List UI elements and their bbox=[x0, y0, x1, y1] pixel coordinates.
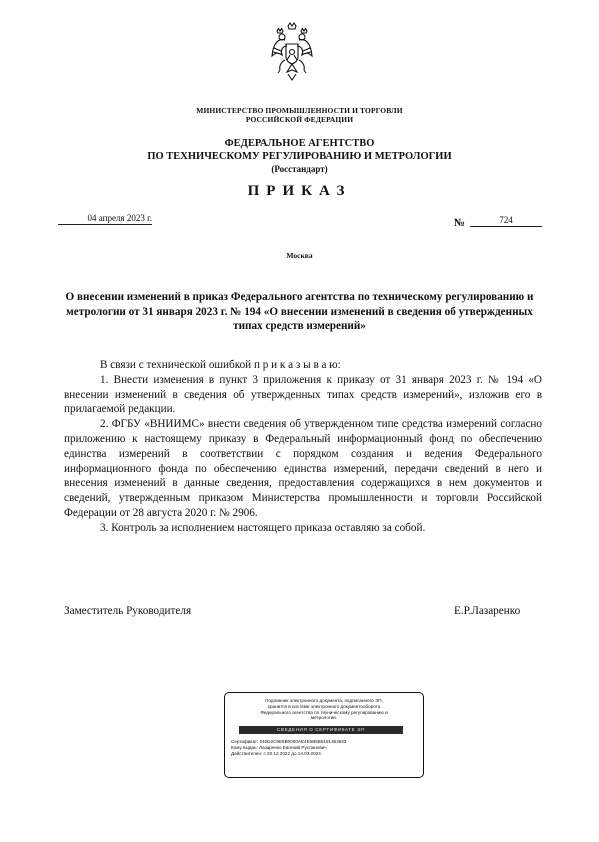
stamp-cert-value: 040D2C9E8B0000AE4E6B5B5181363833 bbox=[259, 739, 347, 744]
signatory-name: Е.Р.Лазаренко bbox=[454, 605, 521, 617]
ministry-name bbox=[0, 106, 599, 124]
agency-line-1: ФЕДЕРАЛЬНОЕ АГЕНТСТВО bbox=[224, 138, 375, 149]
stamp-valid-label: Действителен: bbox=[231, 750, 263, 756]
stamp-valid-row bbox=[231, 751, 417, 757]
order-date: 04 апреля 2023 г. bbox=[58, 213, 152, 225]
city-name: Москва bbox=[286, 251, 313, 260]
number-label: № bbox=[454, 217, 466, 229]
agency-name bbox=[0, 137, 599, 176]
stamp-certificate-bar: СВЕДЕНИЯ О СЕРТИФИКАТЕ ЭП bbox=[239, 726, 403, 734]
order-subject: О внесении изменений в приказ Федерального агентства по техническому регулированию и метрологии от 31 января 2023 г. № 194 «О внесении изменений в сведения об утвержденных типах средств измерений» bbox=[65, 291, 534, 332]
stamp-line-3: Федерального агентства по техническому регулированию и bbox=[260, 709, 388, 715]
agency-line-3: (Росстандарт) bbox=[271, 164, 328, 174]
stamp-owner-value: Лазаренко Евгений Русланович bbox=[259, 744, 327, 750]
stamp-header bbox=[235, 698, 413, 721]
stamp-line-1: Подлинник электронного документа, подписанного ЭП, bbox=[265, 698, 383, 703]
order-item-2: 2. ФГБУ «ВНИИМС» внести сведения об утвержденном типе средства измерений согласно приложению к настоящему приказу в Федеральный информационный фонд по обеспечению единства измерений в соответствии с порядком создания и ведения Федерального информационного фонда по обеспечению единства измерений, передачи сведений в него и внесения изменений в данные сведения, предоставления содержащихся в нем документов и сведений, утвержденным приказом Министерства промышленности и торговли Российской Федерации от 28 августа 2020 г. № 2906. bbox=[64, 418, 542, 519]
stamp-owner-label: Кому выдан: bbox=[231, 744, 258, 750]
order-item-1: 1. Внести изменения в пункт 3 приложения к приказу от 31 января 2023 г. № 194 «О внесении изменений в сведения об утвержденных типах средств измерений», изложив его в прилагаемой редакции. bbox=[64, 373, 542, 416]
order-body bbox=[64, 358, 542, 536]
order-item-3: 3. Контроль за исполнением настоящего приказа оставляю за собой. bbox=[100, 521, 426, 534]
stamp-cert-label: Сертификат: bbox=[231, 739, 259, 744]
order-number: 724 bbox=[470, 215, 542, 227]
stamp-certificate-details bbox=[231, 739, 417, 756]
stamp-line-4: метрологии. bbox=[310, 715, 338, 721]
agency-line-2: ПО ТЕХНИЧЕСКОМУ РЕГУЛИРОВАНИЮ И МЕТРОЛОГИИ bbox=[147, 151, 452, 162]
stamp-line-2: хранится в системе электронного документооборота bbox=[267, 703, 381, 709]
stamp-valid-value: с 20.12.2022 до 14.03.2024 bbox=[263, 750, 321, 756]
order-intro: В связи с технической ошибкой п р и к а з ы в а ю: bbox=[100, 359, 341, 371]
electronic-signature-stamp bbox=[224, 692, 424, 778]
document-type-title: ПРИКАЗ bbox=[247, 183, 352, 199]
ministry-line-1: МИНИСТЕРСТВО ПРОМЫШЛЕННОСТИ И ТОРГОВЛИ bbox=[196, 106, 403, 115]
coat-of-arms-emblem bbox=[270, 22, 314, 84]
ministry-line-2: РОССИЙСКОЙ ФЕДЕРАЦИИ bbox=[245, 115, 354, 124]
signatory-title: Заместитель Руководителя bbox=[64, 605, 192, 617]
